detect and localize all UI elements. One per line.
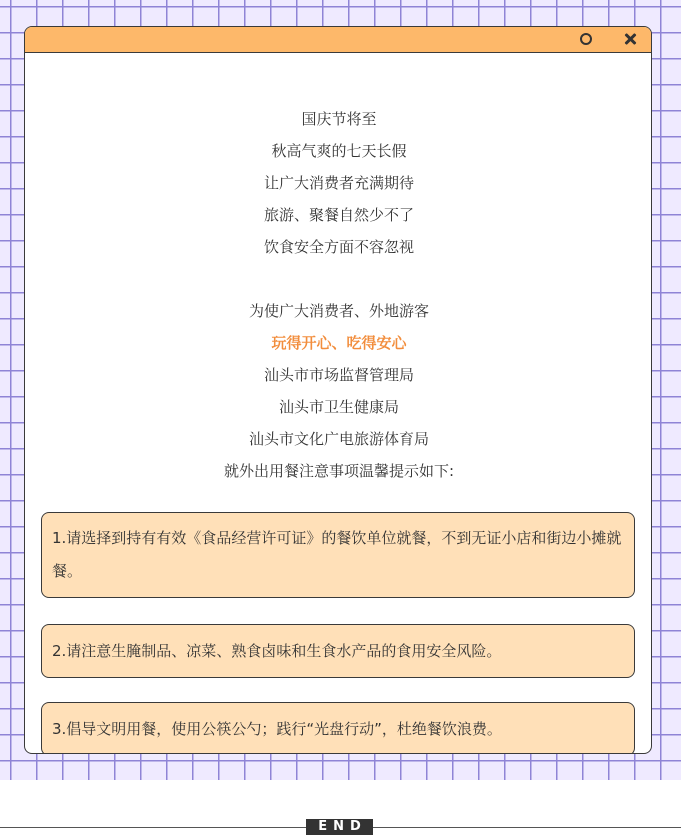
- tip-card: [41, 702, 635, 754]
- circle-icon: [580, 33, 592, 45]
- tip-card: [41, 512, 635, 598]
- intro-line: 饮食安全方面不容忽视: [263, 238, 414, 256]
- notice-line: 就外出用餐注意事项温馨提示如下:: [223, 462, 455, 480]
- agency-name: 汕头市卫生健康局: [278, 398, 399, 416]
- intro-line: 国庆节将至: [301, 110, 377, 128]
- agency-name: 汕头市市场监督管理局: [263, 366, 414, 384]
- intro-line: 旅游、聚餐自然少不了: [263, 206, 414, 224]
- window-titlebar: [25, 27, 651, 53]
- tip-card: [41, 624, 635, 678]
- minimize-button[interactable]: [577, 30, 595, 48]
- intro-line: 让广大消费者充满期待: [263, 174, 414, 192]
- close-button[interactable]: [621, 30, 639, 48]
- end-label: END: [306, 819, 373, 835]
- tip-text: 1.请选择到持有有效《食品经营许可证》的餐饮单位就餐，不到无证小店和街边小摊就餐。: [52, 529, 622, 580]
- agency-name: 汕头市文化广电旅游体育局: [248, 430, 429, 448]
- close-icon: [623, 32, 637, 46]
- popup-window: [24, 26, 652, 754]
- intro-line: 秋高气爽的七天长假: [271, 142, 407, 160]
- tip-text: 3.倡导文明用餐，使用公筷公勺；践行“光盘行动”，杜绝餐饮浪费。: [52, 719, 502, 738]
- slogan-highlight: 玩得开心、吃得安心: [271, 334, 407, 352]
- tip-text: 2.请注意生腌制品、凉菜、熟食卤味和生食水产品的食用安全风险。: [52, 641, 502, 660]
- notice-line: 为使广大消费者、外地游客: [248, 302, 429, 320]
